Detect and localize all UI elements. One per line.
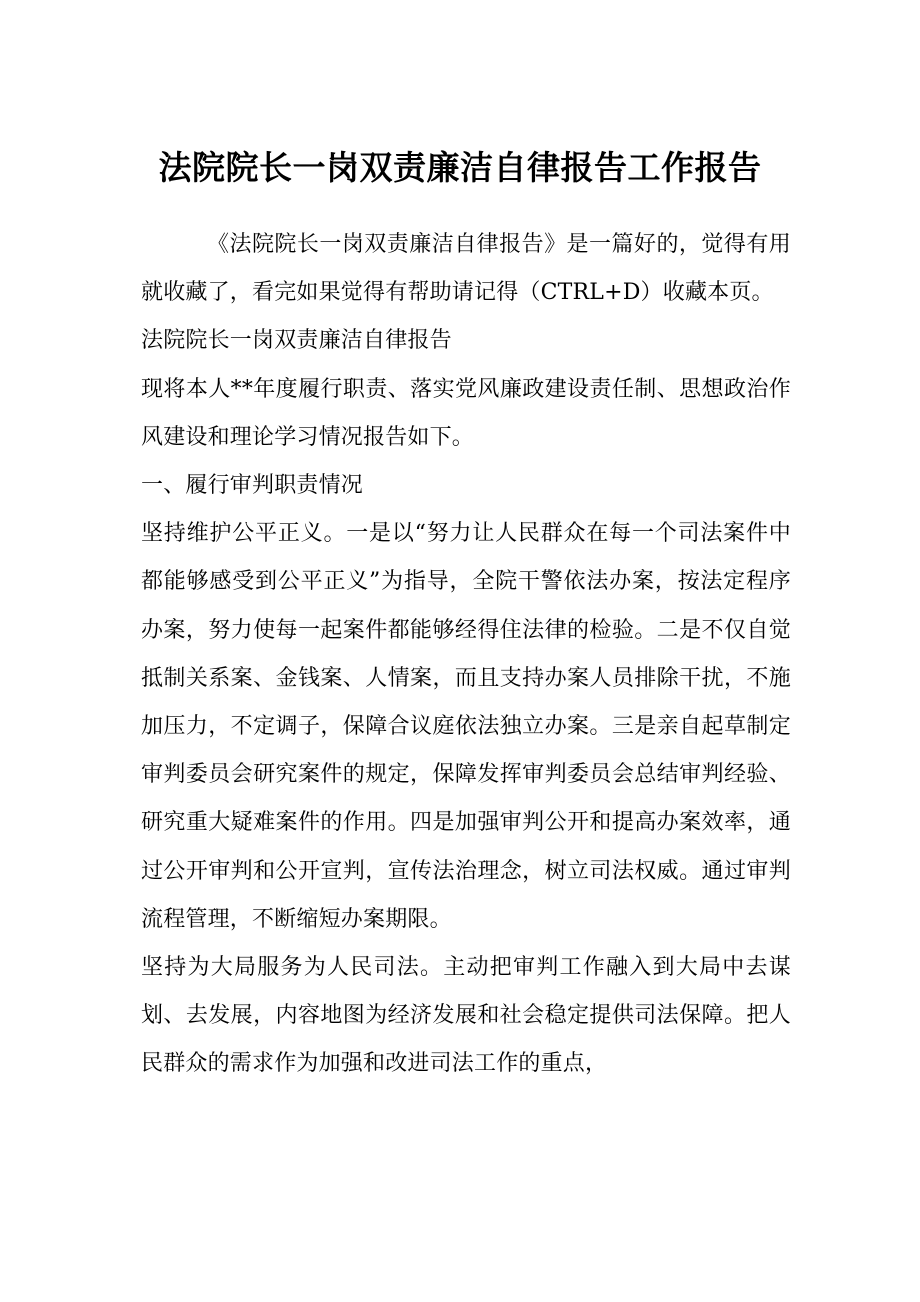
section-heading-duties: 一、履行审判职责情况 [141, 473, 364, 499]
document-title: 法院院长一岗双责廉洁自律报告工作报告 [158, 148, 762, 187]
report-heading: 法院院长一岗双责廉洁自律报告 [141, 328, 452, 354]
service-paragraph: 坚持为大局服务为人民司法。主动把审判工作融入到大局中去谋划、去发展，内容地图为经济发展和社会稳定提供司法保障。把人民群众的需求作为加强和改进司法工作的重点， [141, 955, 791, 1077]
intro-paragraph: 《法院院长一岗双责廉洁自律报告》是一篇好的，觉得有用就收藏了，看完如果觉得有帮助请记得（CTRL+D）收藏本页。 [141, 232, 791, 306]
justice-paragraph: 坚持维护公平正义。一是以“努力让人民群众在每一个司法案件中都能够感受到公平正义”为指导，全院干警依法办案，按法定程序办案，努力使每一起案件都能够经得住法律的检验。二是不仅自觉抵制关系案、金钱案、人情案，而且支持办案人员排除干扰，不施加压力，不定调子，保障合议庭依法独立办案。三是亲自起草制定审判委员会研究案件的规定，保障发挥审判委员会总结审判经验、研究重大疑难案件的作用。四是加强审判公开和提高办案效率，通过公开审判和公开宣判，宣传法治理念，树立司法权威。通过审判流程管理，不断缩短办案期限。 [141, 521, 791, 932]
document-body [141, 221, 791, 1089]
opening-paragraph: 现将本人**年度履行职责、落实党风廉政建设责任制、思想政治作风建设和理论学习情况报告如下。 [141, 376, 791, 450]
